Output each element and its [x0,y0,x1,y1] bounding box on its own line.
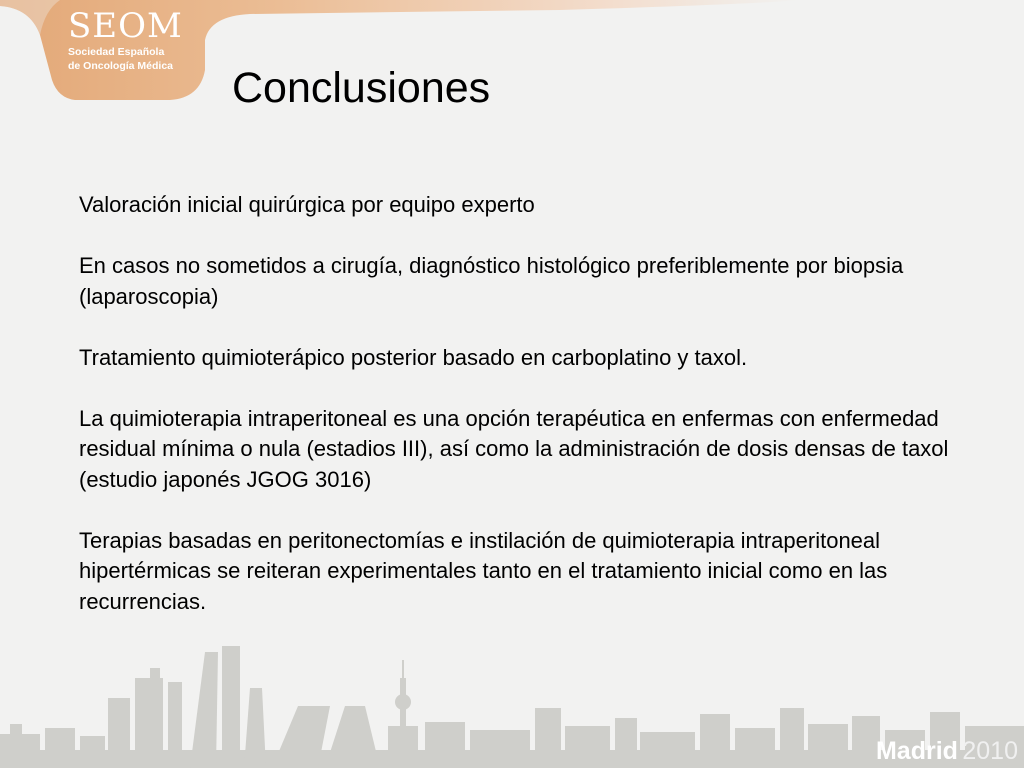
madrid-skyline-illustration [0,638,1024,768]
slide-title: Conclusiones [232,64,491,112]
conclusion-paragraph-1: Valoración inicial quirúrgica por equipo experto [79,192,535,217]
logo-subtitle-line1: Sociedad Española [68,46,165,58]
slide-content [79,190,959,648]
conclusion-paragraph-2: En casos no sometidos a cirugía, diagnóstico histológico preferiblemente por biopsia (laparoscopia) [79,253,904,309]
event-city: Madrid [875,737,958,765]
conclusion-paragraph-3: Tratamiento quimioterápico posterior basado en carboplatino y taxol. [79,344,748,370]
event-label [876,737,1018,766]
seom-logo [68,8,183,72]
logo-subtitle-line2: de Oncología Médica [68,60,174,72]
conclusion-paragraph-4: La quimioterapia intraperitoneal es una opción terapéutica en enfermas con enfermedad residual mínima o nula (estadios III), así como la administración de dosis densas de taxol (estudio japonés JGOG 3016) [79,405,949,492]
conclusion-paragraph-5: Terapias basadas en peritonectomías e instilación de quimioterapia intraperitoneal hipertérmicas se reiteran experimentales tanto en el tratamiento inicial como en las recurrencias. [79,527,888,614]
event-year: 2010 [962,737,1018,765]
logo-name: SEOM [68,6,183,46]
